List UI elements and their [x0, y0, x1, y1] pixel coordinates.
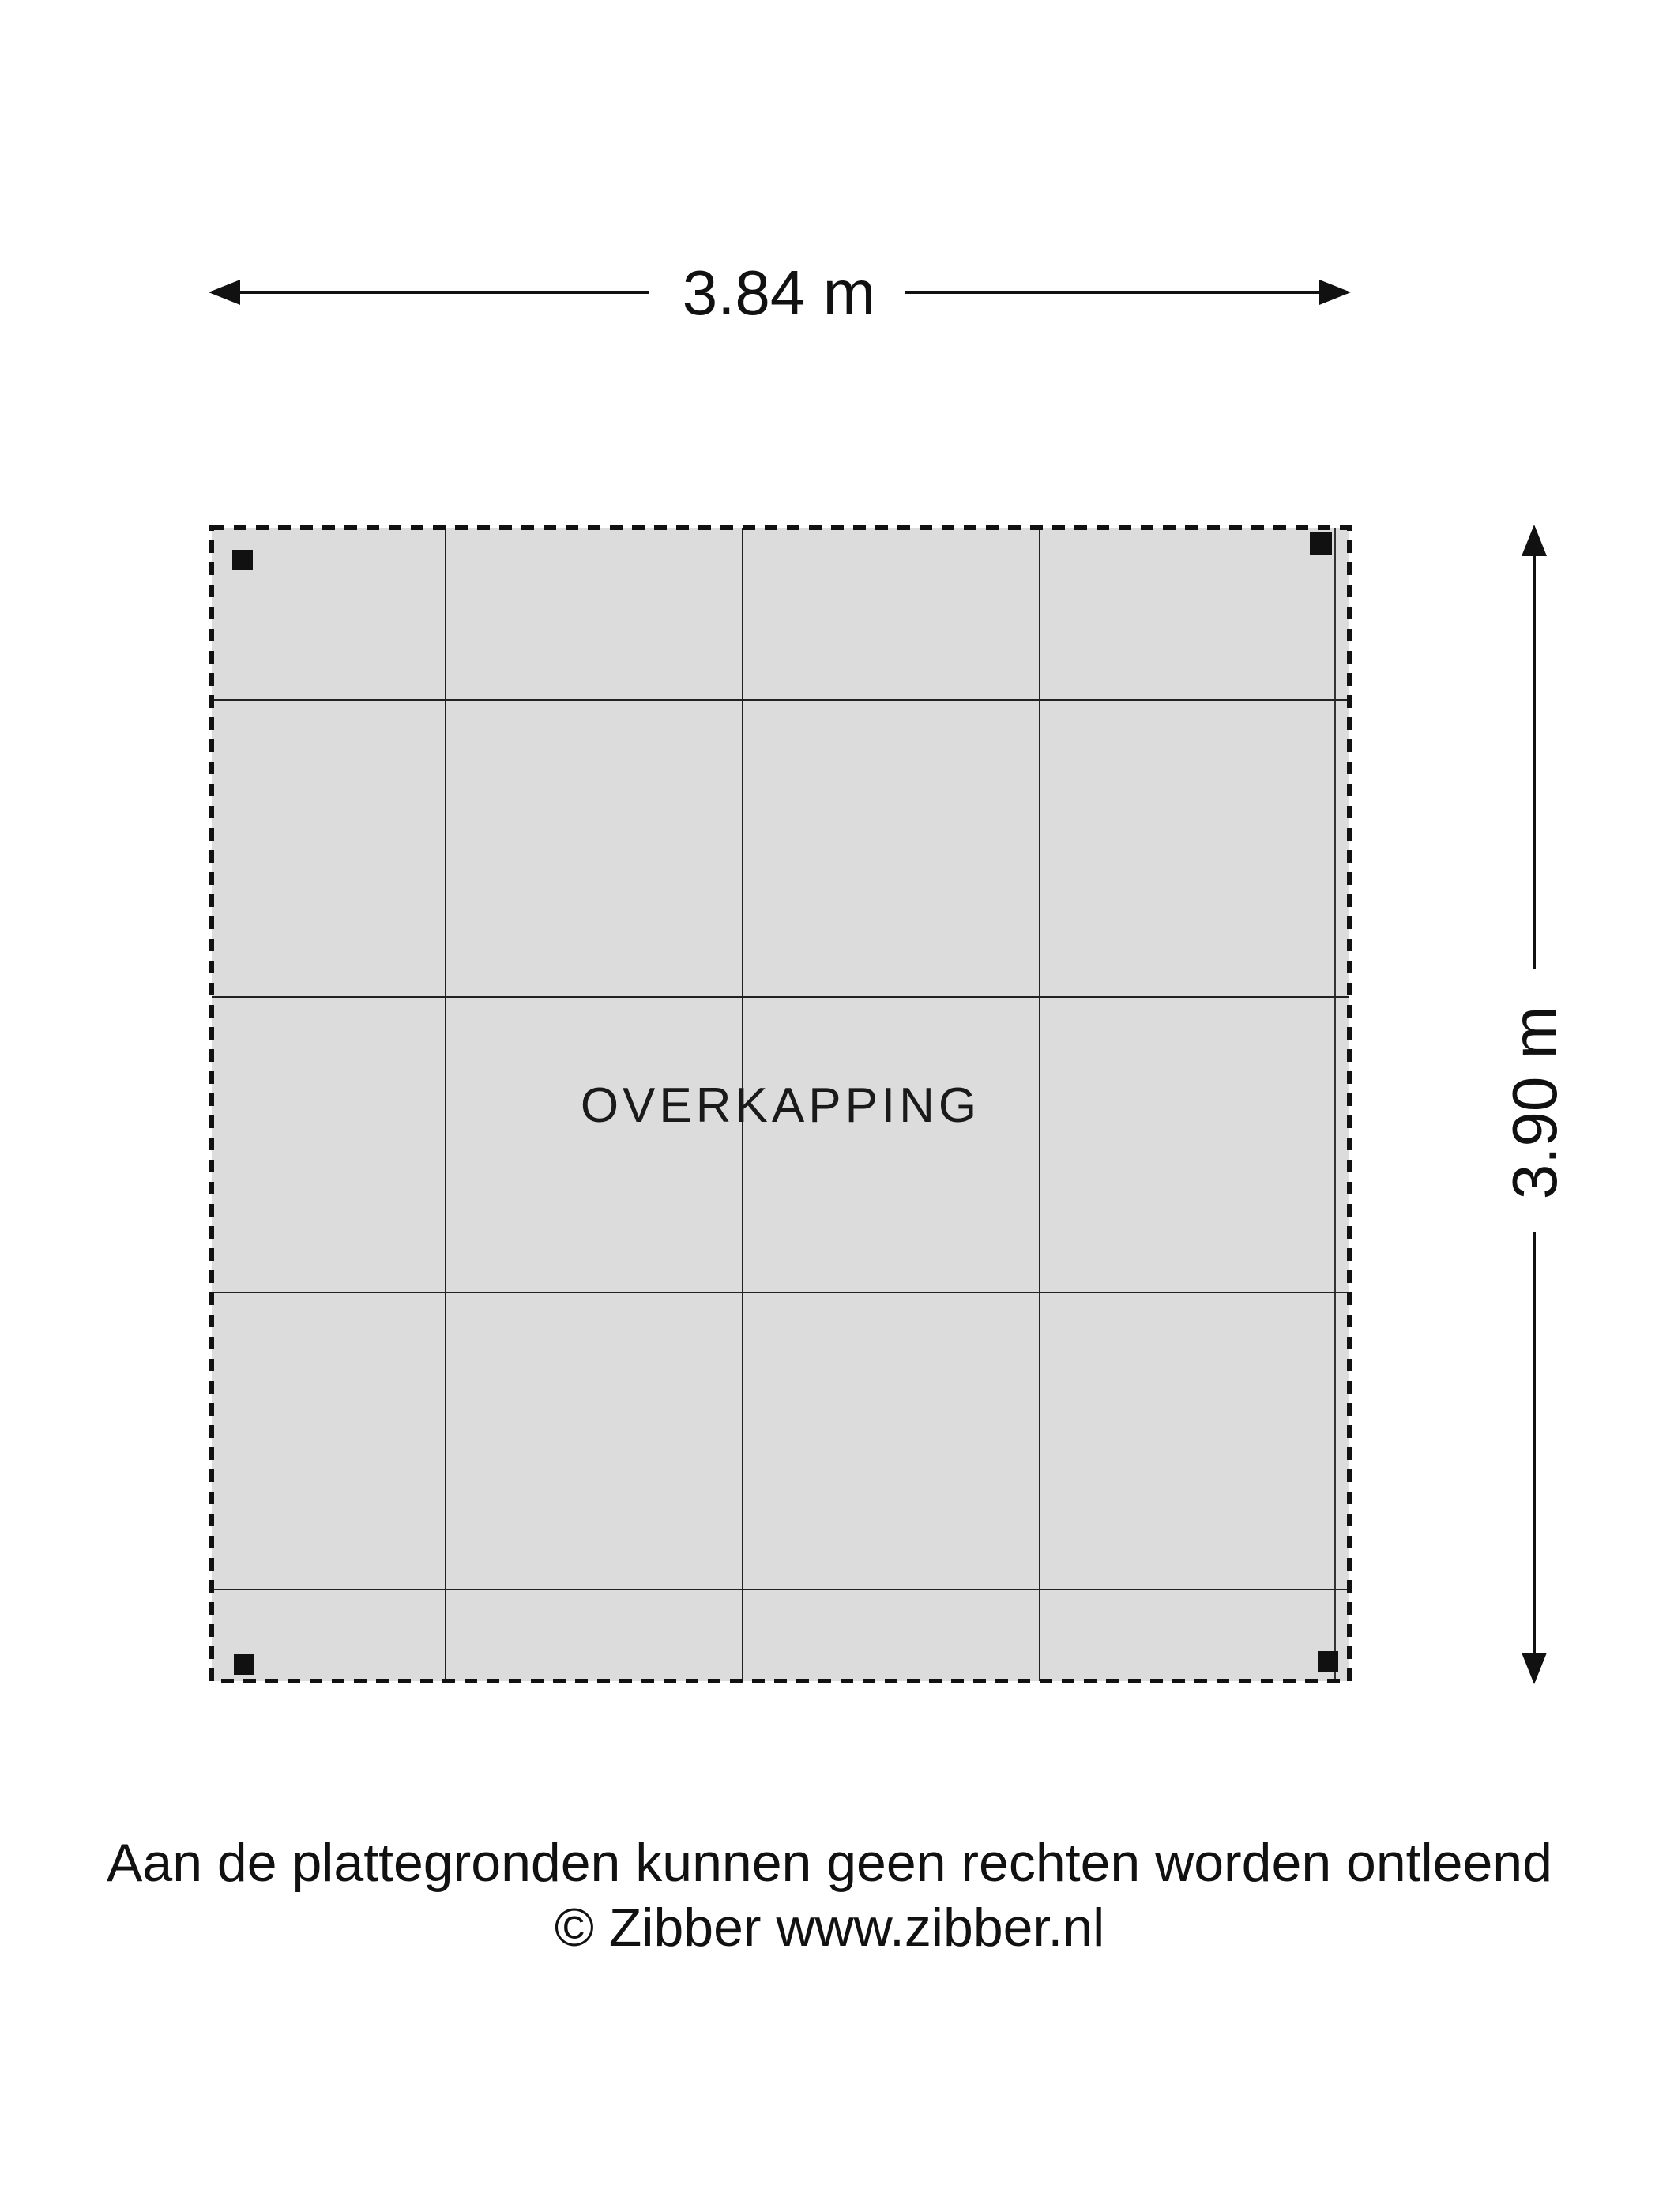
corner-post-top-right — [1310, 532, 1332, 555]
height-dimension — [1499, 528, 1570, 1681]
width-dimension-label: 3.84 m — [682, 258, 876, 328]
room-overkapping — [212, 528, 1349, 1681]
corner-post-bottom-left — [234, 1654, 254, 1675]
corner-post-bottom-right — [1318, 1651, 1338, 1672]
copyright-text: © Zibber www.zibber.nl — [554, 1898, 1105, 1958]
corner-post-top-left — [232, 550, 253, 570]
height-dimension-label: 3.90 m — [1499, 1006, 1570, 1200]
disclaimer-text: Aan de plattegronden kunnen geen rechten worden ontleend — [107, 1833, 1552, 1893]
width-dimension — [212, 258, 1348, 328]
room-label: OVERKAPPING — [580, 1078, 981, 1133]
